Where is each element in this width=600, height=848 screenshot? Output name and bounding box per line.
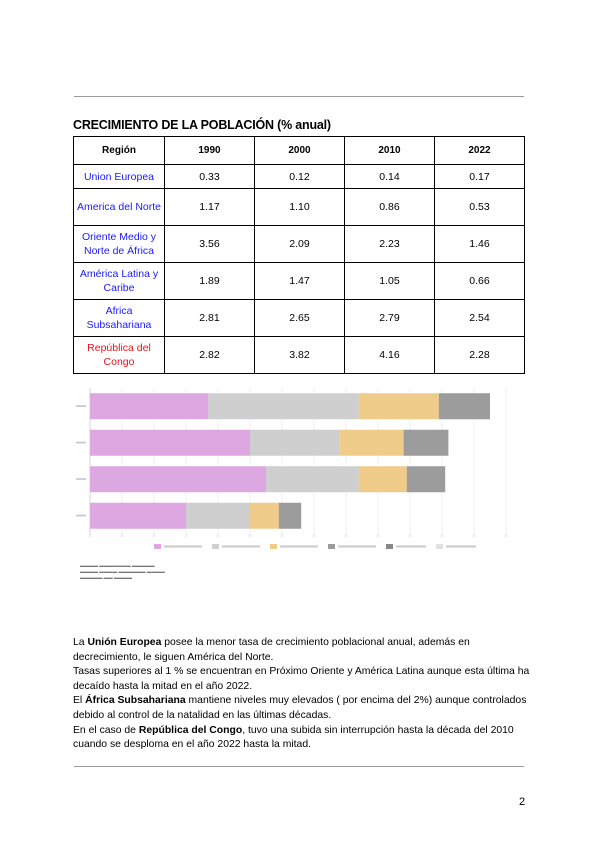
legend-label-mark — [446, 546, 476, 548]
population-growth-table — [73, 136, 525, 374]
bar-segment — [407, 466, 445, 492]
table-row — [74, 263, 525, 300]
section-title: CRECIMIENTO DE LA POBLACIÓN (% anual) — [73, 118, 331, 132]
value-cell: 0.14 — [345, 165, 435, 189]
value-cell: 2.54 — [435, 300, 525, 337]
legend-swatch — [328, 544, 335, 549]
value-cell: 0.12 — [255, 165, 345, 189]
value-cell: 0.86 — [345, 189, 435, 226]
paragraph: La Unión Europea posee la menor tasa de crecimiento poblacional anual, además en decrecimiento, le siguen América del Norte. — [73, 637, 470, 663]
header-1990: 1990 — [165, 137, 255, 165]
bar-segment — [359, 393, 439, 419]
legend-label-mark — [338, 546, 376, 548]
value-cell: 1.47 — [255, 263, 345, 300]
value-cell: 1.46 — [435, 226, 525, 263]
chart-source-notes — [80, 563, 165, 581]
header-2010: 2010 — [345, 137, 435, 165]
paragraph: Tasas superiores al 1 % se encuentran en Próximo Oriente y América Latina aunque esta última ha decaído hasta la mitad en el año 2022. — [73, 666, 530, 692]
chart-legend — [154, 544, 476, 549]
value-cell: 2.23 — [345, 226, 435, 263]
header-region: Región — [74, 137, 165, 165]
value-cell: 3.56 — [165, 226, 255, 263]
region-cell: Africa Subsahariana — [74, 300, 165, 337]
source-line: ▬▬▬▬▬ ▬▬ ▬▬▬▬ — [80, 575, 133, 580]
bar-segment — [250, 503, 279, 529]
source-line: ▬▬▬▬ ▬▬▬▬ ▬▬▬▬▬▬ ▬▬▬▬ — [80, 569, 165, 574]
bar-segment — [439, 393, 490, 419]
bar-segment — [90, 466, 266, 492]
bar-segment — [404, 430, 449, 456]
stacked-bar-chart — [74, 384, 514, 559]
value-cell: 3.82 — [255, 337, 345, 374]
value-cell: 0.17 — [435, 165, 525, 189]
bottom-divider — [74, 766, 524, 767]
category-label-mark — [76, 442, 86, 444]
value-cell: 2.65 — [255, 300, 345, 337]
value-cell: 2.09 — [255, 226, 345, 263]
page-number: 2 — [519, 796, 526, 808]
legend-label-mark — [396, 546, 426, 548]
table-row — [74, 300, 525, 337]
region-cell: Oriente Medio y Norte de África — [74, 226, 165, 263]
category-label-mark — [76, 515, 86, 517]
value-cell: 1.10 — [255, 189, 345, 226]
table-row — [74, 189, 525, 226]
chart-bars — [90, 393, 490, 529]
region-cell: Union Europea — [74, 165, 165, 189]
paragraph: En el caso de República del Congo, tuvo una subida sin interrupción hasta la década del 2010 cuando se desploma en el año 2022 hasta la mitad. — [73, 724, 514, 751]
bar-segment — [90, 393, 208, 419]
value-cell: 0.33 — [165, 165, 255, 189]
bar-segment — [90, 503, 186, 529]
bar-segment — [250, 430, 340, 456]
legend-label-mark — [164, 546, 202, 548]
value-cell: 2.81 — [165, 300, 255, 337]
paragraph: El África Subsahariana mantiene niveles muy elevados ( por encima del 2%) aunque controlados debido al control de la natalidad en las últimas décadas. — [73, 695, 527, 721]
table-row — [74, 226, 525, 263]
header-2000: 2000 — [255, 137, 345, 165]
region-cell: America del Norte — [74, 189, 165, 226]
legend-label-mark — [280, 546, 318, 548]
table-row — [74, 337, 525, 374]
bar-segment — [208, 393, 358, 419]
analysis-text — [73, 636, 533, 753]
value-cell: 2.82 — [165, 337, 255, 374]
category-label-mark — [76, 478, 86, 480]
legend-swatch — [154, 544, 161, 549]
region-cell: República del Congo — [74, 337, 165, 374]
value-cell: 1.17 — [165, 189, 255, 226]
header-2022: 2022 — [435, 137, 525, 165]
top-divider — [74, 96, 524, 97]
bar-segment — [340, 430, 404, 456]
value-cell: 2.28 — [435, 337, 525, 374]
legend-swatch — [212, 544, 219, 549]
bar-segment — [359, 466, 407, 492]
value-cell: 2.79 — [345, 300, 435, 337]
category-label-mark — [76, 405, 86, 407]
source-line: ▬▬▬▬ ▬▬▬▬▬▬▬ ▬▬▬▬▬ — [80, 563, 155, 568]
table-header-row — [74, 137, 525, 165]
bar-segment — [186, 503, 250, 529]
bar-segment — [279, 503, 301, 529]
value-cell: 4.16 — [345, 337, 435, 374]
bar-segment — [266, 466, 359, 492]
value-cell: 0.53 — [435, 189, 525, 226]
region-cell: América Latina y Caribe — [74, 263, 165, 300]
table-row — [74, 165, 525, 189]
value-cell: 1.89 — [165, 263, 255, 300]
value-cell: 1.05 — [345, 263, 435, 300]
legend-label-mark — [222, 546, 260, 548]
legend-swatch — [436, 544, 443, 549]
legend-swatch — [270, 544, 277, 549]
bar-segment — [90, 430, 250, 456]
value-cell: 0.66 — [435, 263, 525, 300]
legend-swatch — [386, 544, 393, 549]
